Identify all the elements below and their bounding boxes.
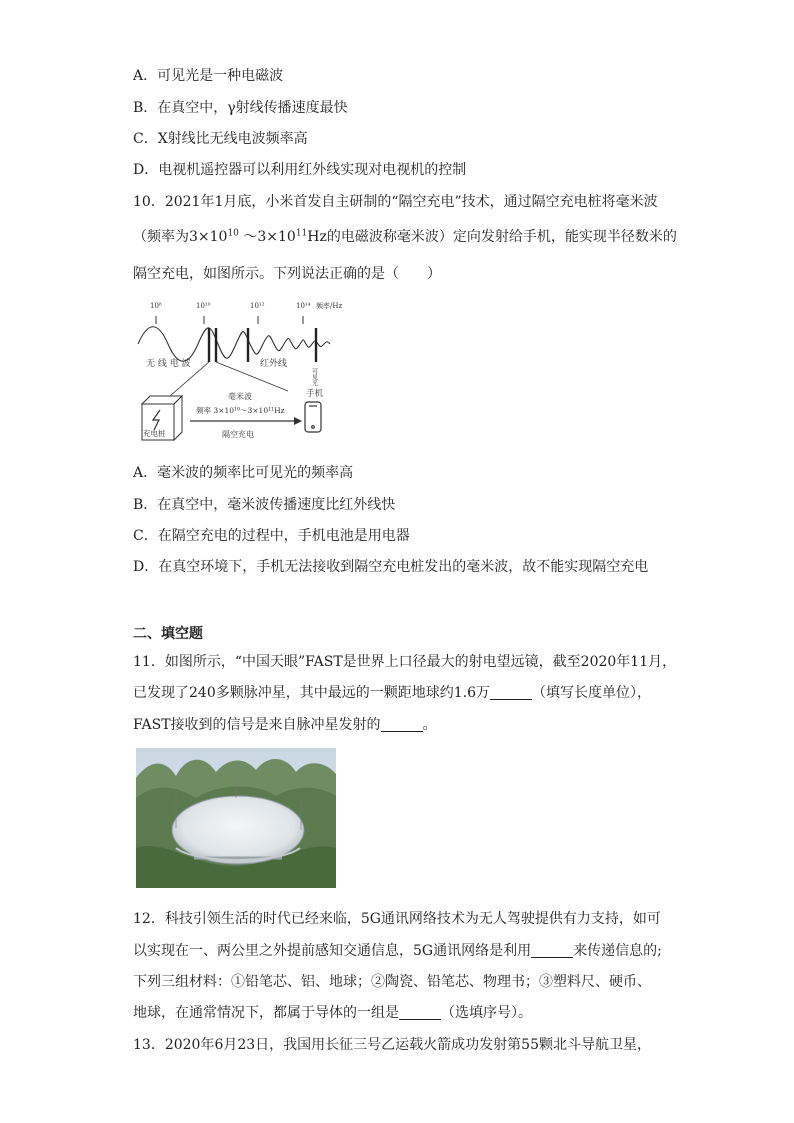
answer-blank[interactable] — [381, 717, 423, 732]
fast-telescope-photo — [136, 748, 336, 888]
answer-blank[interactable] — [490, 685, 532, 700]
wireless-charge-label: 隔空充电 — [222, 430, 254, 439]
infrared-label: 红外线 — [260, 359, 288, 369]
phone-icon — [305, 402, 321, 432]
wave-curve — [138, 327, 330, 362]
mmwave-label: 毫米波 — [228, 392, 252, 401]
visible-light-label: 可见光 — [310, 368, 318, 386]
q11-stem-line3: FAST接收到的信号是来自脉冲星发射的 。 — [133, 717, 437, 733]
q10-option-c: C．在隔空充电的过程中，手机电池是用电器 — [133, 528, 410, 544]
q12-stem-line4: 地球，在通常情况下，都属于导体的一组是 （选填序号）。 — [133, 1005, 532, 1021]
section-title-fill-in: 二、填空题 — [133, 626, 203, 642]
q12-stem-line1: 12．科技引领生活的时代已经来临，5G通讯网络技术为无人驾驶提供有力支持，如可 — [133, 911, 661, 927]
spectrum-diagram — [138, 296, 343, 442]
tick-1e12: 10¹² — [250, 302, 265, 310]
q10-option-b: B．在真空中，毫米波传播速度比红外线快 — [133, 497, 396, 513]
freq-unit-label: 频率/Hz — [316, 302, 343, 310]
q12-stem-line3: 下列三组材料：①铅笔芯、铝、地球；②陶瓷、铅笔芯、物理书；③塑料尺、硬币、 — [133, 974, 651, 990]
q12-stem-line2: 以实现在一、两公里之外提前感知交通信息，5G通讯网络是利用 来传递信息的; — [133, 943, 662, 959]
radio-wave-label: 无 线 电 波 — [146, 359, 191, 369]
q10-stem-line2: （频率为$3\times 10^{10}$ $\sim 3\times 10^{11}Hz$的电磁波称毫米波）定向发射给手机，能实现半径数米的 — [133, 228, 677, 245]
phone-label: 手机 — [306, 389, 324, 399]
tick-1e10: 10¹⁰ — [196, 302, 211, 310]
mmwave-freq-range: 频率 3×10¹⁰～3×10¹¹Hz — [196, 406, 285, 415]
answer-blank[interactable] — [531, 943, 573, 958]
q10-option-a: A．毫米波的频率比可见光的频率高 — [133, 465, 354, 481]
answer-blank[interactable] — [399, 1005, 441, 1020]
tick-1e14: 10¹⁴ — [296, 302, 311, 310]
q13-stem-line1: 13．2020年6月23日，我国用长征三号乙运载火箭成功发射第55颗北斗导航卫星， — [133, 1037, 651, 1053]
q11-stem-line2: 已发现了240多颗脉冲星，其中最远的一颗距地球约1.6万 （填写长度单位）， — [133, 685, 651, 701]
q11-stem-line1: 11．如图所示，“中国天眼”FAST是世界上口径最大的射电望远镜，截至2020年11月， — [133, 654, 677, 670]
q9-option-b: B．在真空中，γ射线传播速度最快 — [133, 100, 348, 116]
q10-option-d: D．在真空环境下，手机无法接收到隔空充电桩发出的毫米波，故不能实现隔空充电 — [133, 559, 649, 575]
tick-1e8: 10⁸ — [150, 302, 162, 310]
q10-stem-line1: 10．2021年1月底，小米首发自主研制的“隔空充电”技术，通过隔空充电桩将毫米波 — [133, 194, 658, 210]
q10-stem-line3: 隔空充电，如图所示。下列说法正确的是（ ） — [133, 266, 441, 282]
q9-option-d: D．电视机遥控器可以利用红外线实现对电视机的控制 — [133, 162, 467, 178]
charger-label: 充电桩 — [143, 429, 166, 438]
q9-option-c: C．X射线比无线电波频率高 — [133, 131, 308, 147]
q9-option-a: A．可见光是一种电磁波 — [133, 68, 284, 84]
